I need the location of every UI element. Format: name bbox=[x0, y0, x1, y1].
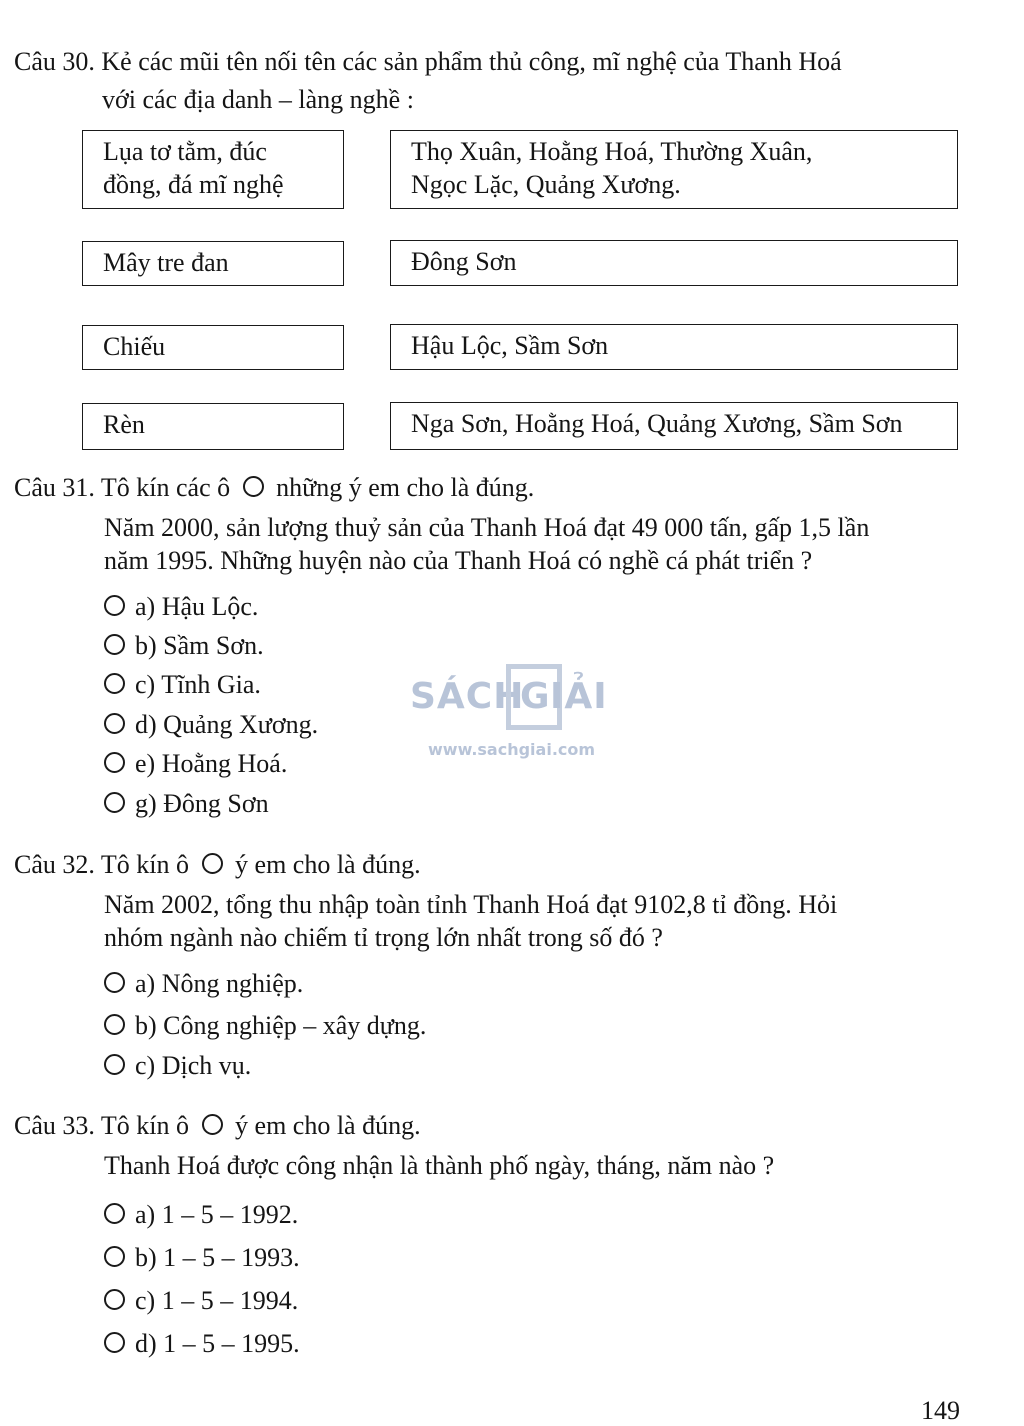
q31-option-a-label: a) Hậu Lộc. bbox=[135, 592, 259, 621]
q33-option-b[interactable] bbox=[104, 1242, 300, 1274]
q31-option-e[interactable] bbox=[104, 748, 287, 780]
circle-icon bbox=[202, 853, 223, 874]
circle-icon bbox=[202, 1114, 223, 1135]
q31-option-c[interactable] bbox=[104, 669, 261, 701]
q32-question-line2: nhóm ngành nào chiếm tỉ trọng lớn nhất trong số đó ? bbox=[104, 923, 663, 952]
radio-circle-icon[interactable] bbox=[104, 595, 125, 616]
q32-title bbox=[14, 849, 421, 881]
q31-question-line1: Năm 2000, sản lượng thuỷ sản của Thanh Hoá đạt 49 000 tấn, gấp 1,5 lần bbox=[104, 513, 870, 542]
place-box-2-line1: Đông Sơn bbox=[411, 247, 517, 276]
craft-box-4-line1: Rèn bbox=[103, 410, 145, 439]
sachgiai-watermark bbox=[408, 664, 618, 764]
radio-circle-icon[interactable] bbox=[104, 792, 125, 813]
place-box-1-line2: Ngọc Lặc, Quảng Xương. bbox=[411, 170, 681, 199]
radio-circle-icon[interactable] bbox=[104, 752, 125, 773]
craft-box-2-line1: Mây tre đan bbox=[103, 248, 229, 277]
q32-title-pre: Câu 32. Tô kín ô bbox=[14, 850, 190, 879]
q33-title-post: ý em cho là đúng. bbox=[235, 1111, 421, 1140]
q32-option-b[interactable] bbox=[104, 1010, 426, 1042]
q31-option-g[interactable] bbox=[104, 788, 269, 820]
q31-option-g-label: g) Đông Sơn bbox=[135, 789, 269, 818]
q33-option-d[interactable] bbox=[104, 1328, 300, 1360]
page-number: 149 bbox=[921, 1396, 960, 1425]
place-box-4[interactable] bbox=[390, 402, 958, 450]
watermark-text-left: SÁCH bbox=[410, 676, 525, 717]
q33-option-a-label: a) 1 – 5 – 1992. bbox=[135, 1200, 299, 1229]
q32-title-post: ý em cho là đúng. bbox=[235, 850, 421, 879]
q32-option-c[interactable] bbox=[104, 1050, 251, 1082]
radio-circle-icon[interactable] bbox=[104, 1289, 125, 1310]
q31-title bbox=[14, 472, 534, 504]
radio-circle-icon[interactable] bbox=[104, 1246, 125, 1267]
watermark-text-right: IẢI bbox=[550, 676, 608, 717]
q31-option-c-label: c) Tĩnh Gia. bbox=[135, 670, 261, 699]
q32-option-b-label: b) Công nghiệp – xây dựng. bbox=[135, 1011, 427, 1040]
q30-title-line2: với các địa danh – làng nghề : bbox=[102, 85, 414, 114]
radio-circle-icon[interactable] bbox=[104, 713, 125, 734]
radio-circle-icon[interactable] bbox=[104, 972, 125, 993]
place-box-2[interactable] bbox=[390, 240, 958, 286]
craft-box-1-line1: Lụa tơ tằm, đúc bbox=[103, 137, 267, 166]
q31-question-line2: năm 1995. Những huyện nào của Thanh Hoá có nghề cá phát triển ? bbox=[104, 546, 813, 575]
radio-circle-icon[interactable] bbox=[104, 1014, 125, 1035]
q33-option-d-label: d) 1 – 5 – 1995. bbox=[135, 1329, 300, 1358]
q31-title-pre: Câu 31. Tô kín các ô bbox=[14, 473, 231, 502]
q30-title-line1: Câu 30. Kẻ các mũi tên nối tên các sản phẩm thủ công, mĩ nghệ của Thanh Hoá bbox=[14, 47, 842, 76]
radio-circle-icon[interactable] bbox=[104, 634, 125, 655]
q31-option-a[interactable] bbox=[104, 591, 258, 623]
craft-box-1[interactable] bbox=[82, 130, 344, 209]
q32-option-c-label: c) Dịch vụ. bbox=[135, 1051, 252, 1080]
q31-option-d-label: d) Quảng Xương. bbox=[135, 710, 319, 739]
q31-option-d[interactable] bbox=[104, 709, 318, 741]
q31-option-b[interactable] bbox=[104, 630, 264, 662]
q33-question-line1: Thanh Hoá được công nhận là thành phố ngày, tháng, năm nào ? bbox=[104, 1151, 775, 1180]
q31-option-b-label: b) Sầm Sơn. bbox=[135, 631, 264, 660]
radio-circle-icon[interactable] bbox=[104, 1203, 125, 1224]
circle-icon bbox=[243, 476, 264, 497]
watermark-text-g: G bbox=[520, 676, 551, 717]
place-box-4-line1: Nga Sơn, Hoằng Hoá, Quảng Xương, Sầm Sơn bbox=[411, 409, 903, 438]
q33-option-b-label: b) 1 – 5 – 1993. bbox=[135, 1243, 300, 1272]
q33-option-c[interactable] bbox=[104, 1285, 298, 1317]
radio-circle-icon[interactable] bbox=[104, 1054, 125, 1075]
craft-box-3[interactable] bbox=[82, 325, 344, 370]
q32-option-a-label: a) Nông nghiệp. bbox=[135, 969, 304, 998]
craft-box-4[interactable] bbox=[82, 403, 344, 450]
place-box-3-line1: Hậu Lộc, Sầm Sơn bbox=[411, 331, 609, 360]
q33-title-pre: Câu 33. Tô kín ô bbox=[14, 1111, 190, 1140]
q31-option-e-label: e) Hoằng Hoá. bbox=[135, 749, 288, 778]
watermark-url: www.sachgiai.com bbox=[428, 740, 596, 759]
q31-title-post: những ý em cho là đúng. bbox=[276, 473, 535, 502]
radio-circle-icon[interactable] bbox=[104, 1332, 125, 1353]
q33-option-c-label: c) 1 – 5 – 1994. bbox=[135, 1286, 299, 1315]
place-box-1[interactable] bbox=[390, 130, 958, 209]
place-box-1-line1: Thọ Xuân, Hoằng Hoá, Thường Xuân, bbox=[411, 137, 813, 166]
q33-option-a[interactable] bbox=[104, 1199, 298, 1231]
craft-box-1-line2: đồng, đá mĩ nghệ bbox=[103, 170, 284, 199]
radio-circle-icon[interactable] bbox=[104, 673, 125, 694]
place-box-3[interactable] bbox=[390, 324, 958, 370]
craft-box-3-line1: Chiếu bbox=[103, 332, 166, 361]
q33-title bbox=[14, 1110, 421, 1142]
craft-box-2[interactable] bbox=[82, 241, 344, 286]
q32-question-line1: Năm 2002, tổng thu nhập toàn tỉnh Thanh Hoá đạt 9102,8 tỉ đồng. Hỏi bbox=[104, 890, 838, 919]
q32-option-a[interactable] bbox=[104, 968, 303, 1000]
